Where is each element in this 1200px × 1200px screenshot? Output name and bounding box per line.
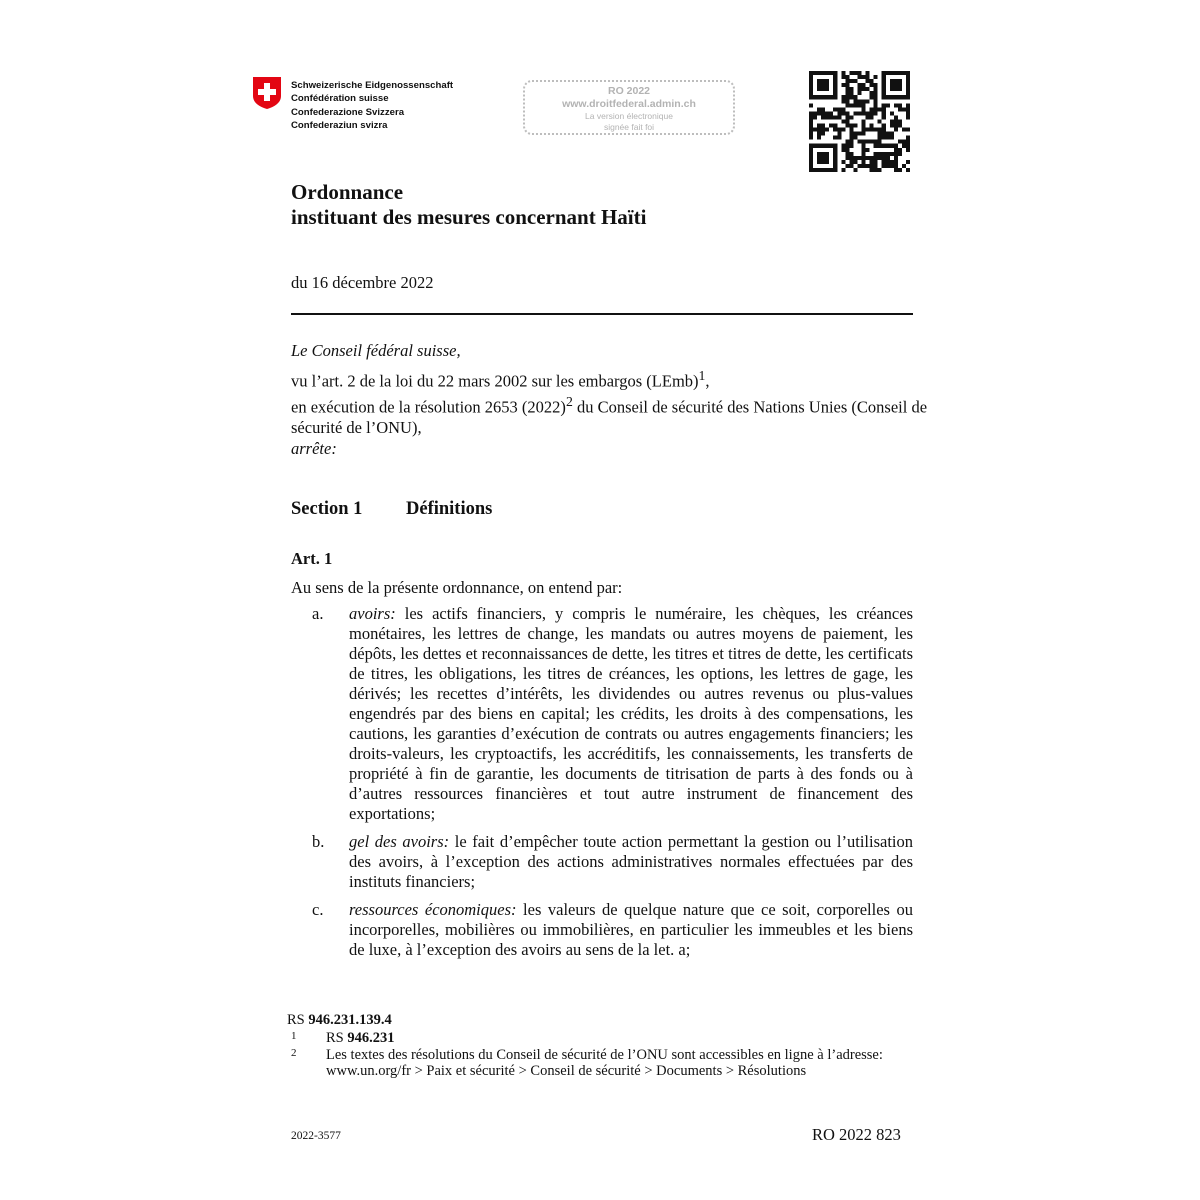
section-title: Définitions bbox=[406, 499, 493, 519]
item-text: le fait d’empêcher toute action permettant la gestion ou l’utilisation des avoirs, à l’exception des actions administratives normales effectuées par des instituts financiers; bbox=[349, 832, 913, 891]
stamp-line-2: www.droitfederal.admin.ch bbox=[562, 98, 696, 110]
title-line-1: Ordonnance bbox=[291, 180, 404, 204]
item-letter: c. bbox=[312, 900, 324, 919]
section-number: Section 1 bbox=[291, 499, 363, 519]
item-term: ressources économiques: bbox=[349, 900, 517, 919]
authority: Le Conseil fédéral suisse, bbox=[291, 341, 461, 360]
confederation-name-fr: Confédération suisse bbox=[291, 93, 389, 105]
definition-list bbox=[291, 604, 913, 968]
confederation-names bbox=[291, 79, 453, 132]
section-heading bbox=[291, 499, 492, 520]
article-intro: Au sens de la présente ordonnance, on entend par: bbox=[291, 578, 623, 597]
item-letter: b. bbox=[312, 832, 325, 851]
document-number: 2022-3577 bbox=[291, 1130, 341, 1142]
item-term: avoirs: bbox=[349, 604, 396, 623]
preamble bbox=[291, 341, 931, 459]
swiss-cross-logo bbox=[252, 76, 282, 110]
item-text: les valeurs de quelque nature que ce soit, corporelles ou incorporelles, mobilières ou immobilières, en particulier les immeubles et les biens de luxe, à l’exception des avoirs au sens de la let. a; bbox=[349, 900, 913, 959]
document-title bbox=[291, 180, 646, 230]
title-divider bbox=[291, 313, 913, 315]
footnote-2 bbox=[291, 1047, 891, 1080]
footnotes bbox=[291, 1030, 891, 1080]
stamp-line-4: signée fait foi bbox=[603, 121, 655, 132]
list-item bbox=[291, 604, 913, 824]
confederation-name-de: Schweizerische Eidgenossenschaft bbox=[291, 80, 454, 91]
stamp-line-1: RO 2022 bbox=[607, 85, 651, 97]
footnote-number: 1 bbox=[291, 1030, 297, 1042]
footnote-text: Les textes des résolutions du Conseil de sécurité de l’ONU sont accessibles en ligne à l’adresse: www.un.org/fr > Paix et sécurité > Conseil de sécurité > Documents > Résolutions bbox=[326, 1046, 883, 1079]
list-item bbox=[291, 900, 913, 960]
rs-number: RS 946.231.139.4 bbox=[287, 1012, 392, 1028]
footnote-number: 2 bbox=[291, 1046, 297, 1059]
confederation-name-rm: Confederaziun svizra bbox=[291, 119, 388, 131]
stamp-line-3: La version électronique bbox=[585, 111, 673, 121]
preamble-resolution: en exécution de la résolution 2653 $(2022)^2$ du Conseil de sécurité des Nations Unies (Conseil de sécurité de l’ONU), bbox=[291, 394, 928, 438]
item-letter: a. bbox=[312, 604, 324, 623]
electronic-signature-stamp bbox=[523, 80, 735, 135]
list-item bbox=[291, 832, 913, 892]
footnote-ref-2[interactable]: 2 bbox=[565, 394, 573, 410]
item-text: les actifs financiers, y compris le numéraire, les chèques, les créances monétaires, les lettres de change, les mandats ou autres moyens de paiement, les dépôts, les dettes et reconnaissances de dette, les titres et titres de dette, les certificats de titres, les obligations, les titres de créances, les options, les lettres de gage, les dérivés; les recettes d’intérêts, les dividendes ou autres revenus ou plus-values engendrés par des biens en capital; les crédits, les droits à des compensations, les cautions, les garanties d’exécution de contrats ou autres engagements financiers; les droits-valeurs, les cryptoactifs, les accréditifs, les connaissements, les transferts de propriété à fin de garantie, les documents de titrisation de parts à des fonds ou à d’autres ressources financières et tout autre instrument de financement des exportations; bbox=[349, 604, 913, 823]
confederation-name-it: Confederazione Svizzera bbox=[291, 106, 405, 118]
item-term: gel des avoirs: bbox=[349, 832, 450, 851]
footnote-1: 1 RS 946.231 bbox=[291, 1030, 395, 1046]
decision-word: arrête: bbox=[291, 438, 337, 458]
ro-reference: RO 2022 823 bbox=[812, 1125, 901, 1144]
qr-code-icon bbox=[809, 71, 910, 172]
preamble-legal-basis: vu l’art. 2 de la loi du 22 mars 2002 sur les embargos (LEmb)$^1$, bbox=[291, 368, 710, 391]
document-date: du 16 décembre 2022 bbox=[291, 273, 434, 292]
article-heading: Art. 1 bbox=[291, 549, 333, 568]
footnote-ref-1[interactable]: 1 bbox=[698, 368, 706, 384]
title-line-2: instituant des mesures concernant Haïti bbox=[291, 205, 647, 229]
